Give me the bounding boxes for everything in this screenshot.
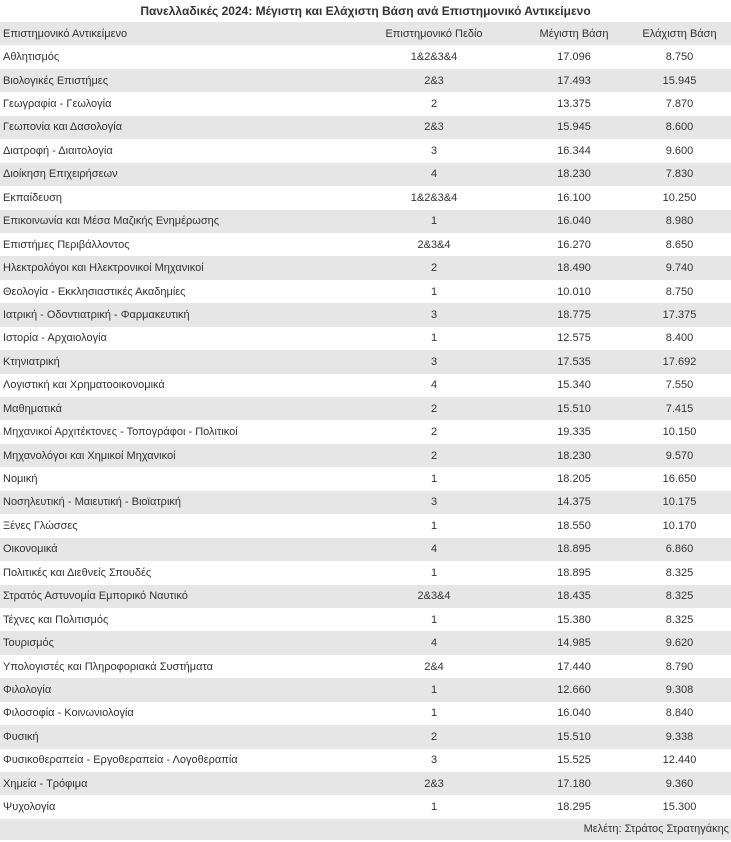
cell-max: 14.985 <box>557 637 591 650</box>
table-row <box>0 491 731 514</box>
table-row <box>0 233 731 256</box>
cell-max: 19.335 <box>557 426 591 439</box>
table-row <box>0 186 731 209</box>
cell-max: 16.270 <box>557 238 591 251</box>
cell-max: 15.525 <box>557 754 591 767</box>
cell-max: 16.100 <box>557 191 591 204</box>
cell-subject: Μηχανολόγοι και Χημικοί Μηχανικοί <box>3 449 176 462</box>
cell-min: 8.790 <box>665 660 694 673</box>
cell-max: 18.550 <box>557 519 591 532</box>
table-row <box>0 702 731 725</box>
table-row <box>0 303 731 326</box>
cell-subject: Γεωγραφία - Γεωλογία <box>3 98 112 111</box>
cell-field: 2&3 <box>424 121 444 134</box>
cell-min: 6.860 <box>665 543 694 556</box>
header-subject: Επιστημονικό Αντικείμενο <box>3 27 128 40</box>
cell-subject: Φυσική <box>3 730 39 743</box>
cell-min: 10.170 <box>662 519 697 532</box>
cell-subject: Ιατρική - Οδοντιατρική - Φαρμακευτική <box>3 308 190 321</box>
cell-min: 8.325 <box>665 590 694 603</box>
table-row <box>0 772 731 795</box>
cell-subject: Στρατός Αστυνομία Εμπορικό Ναυτικό <box>3 590 188 603</box>
cell-min: 9.360 <box>665 777 694 790</box>
cell-field: 1 <box>430 285 438 298</box>
cell-subject: Νοσηλευτική - Μαιευτική - Βιοϊατρική <box>3 496 182 509</box>
cell-subject: Κτηνιατρική <box>3 355 60 368</box>
cell-subject: Επιστήμες Περιβάλλοντος <box>3 238 130 251</box>
table-row <box>0 561 731 584</box>
cell-subject: Νομική <box>3 473 38 486</box>
header-row <box>0 22 731 45</box>
cell-min: 7.550 <box>665 379 694 392</box>
cell-field: 3 <box>430 355 438 368</box>
cell-field: 4 <box>430 168 438 181</box>
cell-max: 18.435 <box>557 590 591 603</box>
cell-min: 9.600 <box>665 144 694 157</box>
cell-field: 3 <box>430 496 438 509</box>
table-row <box>0 467 731 490</box>
table-row <box>0 374 731 397</box>
cell-max: 18.895 <box>557 566 591 579</box>
table-body <box>0 45 731 818</box>
cell-subject: Εκπαίδευση <box>3 191 63 204</box>
cell-subject: Διοίκηση Επιχειρήσεων <box>3 168 118 181</box>
cell-min: 8.750 <box>665 285 694 298</box>
table-row <box>0 280 731 303</box>
table-row <box>0 69 731 92</box>
cell-subject: Λογιστική και Χρηματοοικονομικά <box>3 379 165 392</box>
cell-field: 2 <box>430 98 438 111</box>
table-row <box>0 163 731 186</box>
cell-subject: Τέχνες και Πολιτισμός <box>3 613 109 626</box>
cell-min: 9.338 <box>665 730 694 743</box>
table-row <box>0 45 731 68</box>
cell-subject: Πολιτικές και Διεθνείς Σπουδές <box>3 566 152 579</box>
cell-subject: Ψυχολογία <box>3 801 56 814</box>
cell-field: 3 <box>430 754 438 767</box>
cell-field: 4 <box>430 637 438 650</box>
table-row <box>0 514 731 537</box>
cell-field: 2 <box>430 426 438 439</box>
cell-max: 18.230 <box>557 449 591 462</box>
cell-min: 8.980 <box>665 215 694 228</box>
cell-min: 9.308 <box>665 683 694 696</box>
data-table <box>0 22 731 819</box>
table-row <box>0 749 731 772</box>
cell-max: 17.096 <box>557 51 591 64</box>
table-row <box>0 92 731 115</box>
table-row <box>0 256 731 279</box>
cell-field: 2&3 <box>424 777 444 790</box>
cell-subject: Χημεία - Τρόφιμα <box>3 777 88 790</box>
cell-max: 15.945 <box>557 121 591 134</box>
cell-max: 18.490 <box>557 262 591 275</box>
cell-max: 15.510 <box>557 402 591 415</box>
cell-min: 9.570 <box>665 449 694 462</box>
cell-min: 10.250 <box>662 191 697 204</box>
cell-min: 17.692 <box>662 355 697 368</box>
cell-field: 1 <box>430 473 438 486</box>
cell-min: 8.750 <box>665 51 694 64</box>
cell-field: 1 <box>430 519 438 532</box>
cell-field: 2 <box>430 402 438 415</box>
cell-min: 9.740 <box>665 262 694 275</box>
cell-field: 2 <box>430 449 438 462</box>
table-row <box>0 210 731 233</box>
table-title: Πανελλαδικές 2024: Μέγιστη και Ελάχιστη Βάση ανά Επιστημονικό Αντικείμενο <box>140 4 591 18</box>
cell-field: 1 <box>430 332 438 345</box>
cell-field: 3 <box>430 144 438 157</box>
cell-field: 2&3&4 <box>417 238 451 251</box>
cell-subject: Μαθηματικά <box>3 402 62 415</box>
cell-max: 18.205 <box>557 473 591 486</box>
cell-max: 18.775 <box>557 308 591 321</box>
cell-max: 12.660 <box>557 683 591 696</box>
table-row <box>0 655 731 678</box>
table-row <box>0 420 731 443</box>
cell-max: 17.535 <box>557 355 591 368</box>
table-row <box>0 397 731 420</box>
cell-field: 3 <box>430 308 438 321</box>
cell-max: 18.295 <box>557 801 591 814</box>
cell-field: 1&2&3&4 <box>410 51 458 64</box>
table-row <box>0 795 731 818</box>
cell-field: 1 <box>430 707 438 720</box>
cell-field: 1 <box>430 683 438 696</box>
cell-max: 16.040 <box>557 215 591 228</box>
cell-subject: Αθλητισμός <box>3 51 60 64</box>
cell-max: 12.575 <box>557 332 591 345</box>
cell-max: 16.040 <box>557 707 591 720</box>
cell-field: 2 <box>430 262 438 275</box>
cell-field: 1&2&3&4 <box>410 191 458 204</box>
cell-subject: Τουρισμός <box>3 637 54 650</box>
cell-min: 17.375 <box>662 308 697 321</box>
cell-min: 8.325 <box>665 566 694 579</box>
cell-min: 7.870 <box>665 98 694 111</box>
cell-max: 16.344 <box>557 144 591 157</box>
cell-max: 18.895 <box>557 543 591 556</box>
cell-field: 2&3&4 <box>417 590 451 603</box>
cell-max: 15.340 <box>557 379 591 392</box>
table-row <box>0 327 731 350</box>
cell-subject: Θεολογία - Εκκλησιαστικές Ακαδημίες <box>3 285 186 298</box>
cell-max: 15.510 <box>557 730 591 743</box>
cell-subject: Διατροφή - Διαιτολογία <box>3 144 113 157</box>
cell-subject: Ξένες Γλώσσες <box>3 519 78 532</box>
cell-min: 9.620 <box>665 637 694 650</box>
table-row <box>0 585 731 608</box>
cell-max: 10.010 <box>557 285 591 298</box>
table-row <box>0 631 731 654</box>
cell-field: 1 <box>430 215 438 228</box>
cell-min: 15.300 <box>662 801 697 814</box>
cell-field: 1 <box>430 566 438 579</box>
header-min: Ελάχιστη Βάση <box>642 27 717 40</box>
cell-max: 17.440 <box>557 660 591 673</box>
cell-min: 12.440 <box>662 754 697 767</box>
cell-max: 14.375 <box>557 496 591 509</box>
cell-max: 17.493 <box>557 74 591 87</box>
table-row <box>0 139 731 162</box>
cell-subject: Βιολογικές Επιστήμες <box>3 74 109 87</box>
cell-min: 10.150 <box>662 426 697 439</box>
cell-min: 10.175 <box>662 496 697 509</box>
cell-min: 16.650 <box>662 473 697 486</box>
cell-field: 4 <box>430 543 438 556</box>
cell-max: 13.375 <box>557 98 591 111</box>
cell-subject: Ηλεκτρολόγοι και Ηλεκτρονικοί Μηχανικοί <box>3 262 204 275</box>
cell-subject: Υπολογιστές και Πληροφοριακά Συστήματα <box>3 660 214 673</box>
cell-min: 15.945 <box>662 74 697 87</box>
cell-subject: Φιλοσοφία - Κοινωνιολογία <box>3 707 134 720</box>
cell-field: 1 <box>430 801 438 814</box>
cell-field: 1 <box>430 613 438 626</box>
table-row <box>0 678 731 701</box>
cell-max: 17.180 <box>557 777 591 790</box>
table-row <box>0 444 731 467</box>
cell-min: 8.600 <box>665 121 694 134</box>
cell-min: 8.400 <box>665 332 694 345</box>
cell-min: 8.840 <box>665 707 694 720</box>
header-field: Επιστημονικό Πεδίο <box>385 27 483 40</box>
cell-subject: Οικονομικά <box>3 543 58 556</box>
cell-subject: Μηχανικοί Αρχιτέκτονες - Τοπογράφοι - Πολιτικοί <box>3 426 238 439</box>
cell-min: 7.415 <box>665 402 694 415</box>
table-row <box>0 725 731 748</box>
cell-field: 2 <box>430 730 438 743</box>
cell-subject: Φιλολογία <box>3 683 52 696</box>
table-row <box>0 608 731 631</box>
author-credit: Μελέτη: Στράτος Στρατηγάκης <box>0 819 731 840</box>
cell-field: 4 <box>430 379 438 392</box>
cell-subject: Φυσικοθεραπεία - Εργοθεραπεία - Λογοθεραπία <box>3 754 238 767</box>
cell-max: 18.230 <box>557 168 591 181</box>
table-row <box>0 116 731 139</box>
table-row <box>0 538 731 561</box>
cell-max: 15.380 <box>557 613 591 626</box>
cell-subject: Ιστορία - Αρχαιολογία <box>3 332 107 345</box>
cell-field: 2&4 <box>424 660 444 673</box>
cell-field: 2&3 <box>424 74 444 87</box>
cell-subject: Γεωπονία και Δασολογία <box>3 121 123 134</box>
header-max: Μέγιστη Βάση <box>539 27 609 40</box>
cell-subject: Επικοινωνία και Μέσα Μαζικής Ενημέρωσης <box>3 215 220 228</box>
cell-min: 8.325 <box>665 613 694 626</box>
cell-min: 7.830 <box>665 168 694 181</box>
cell-min: 8.650 <box>665 238 694 251</box>
table-row <box>0 350 731 373</box>
